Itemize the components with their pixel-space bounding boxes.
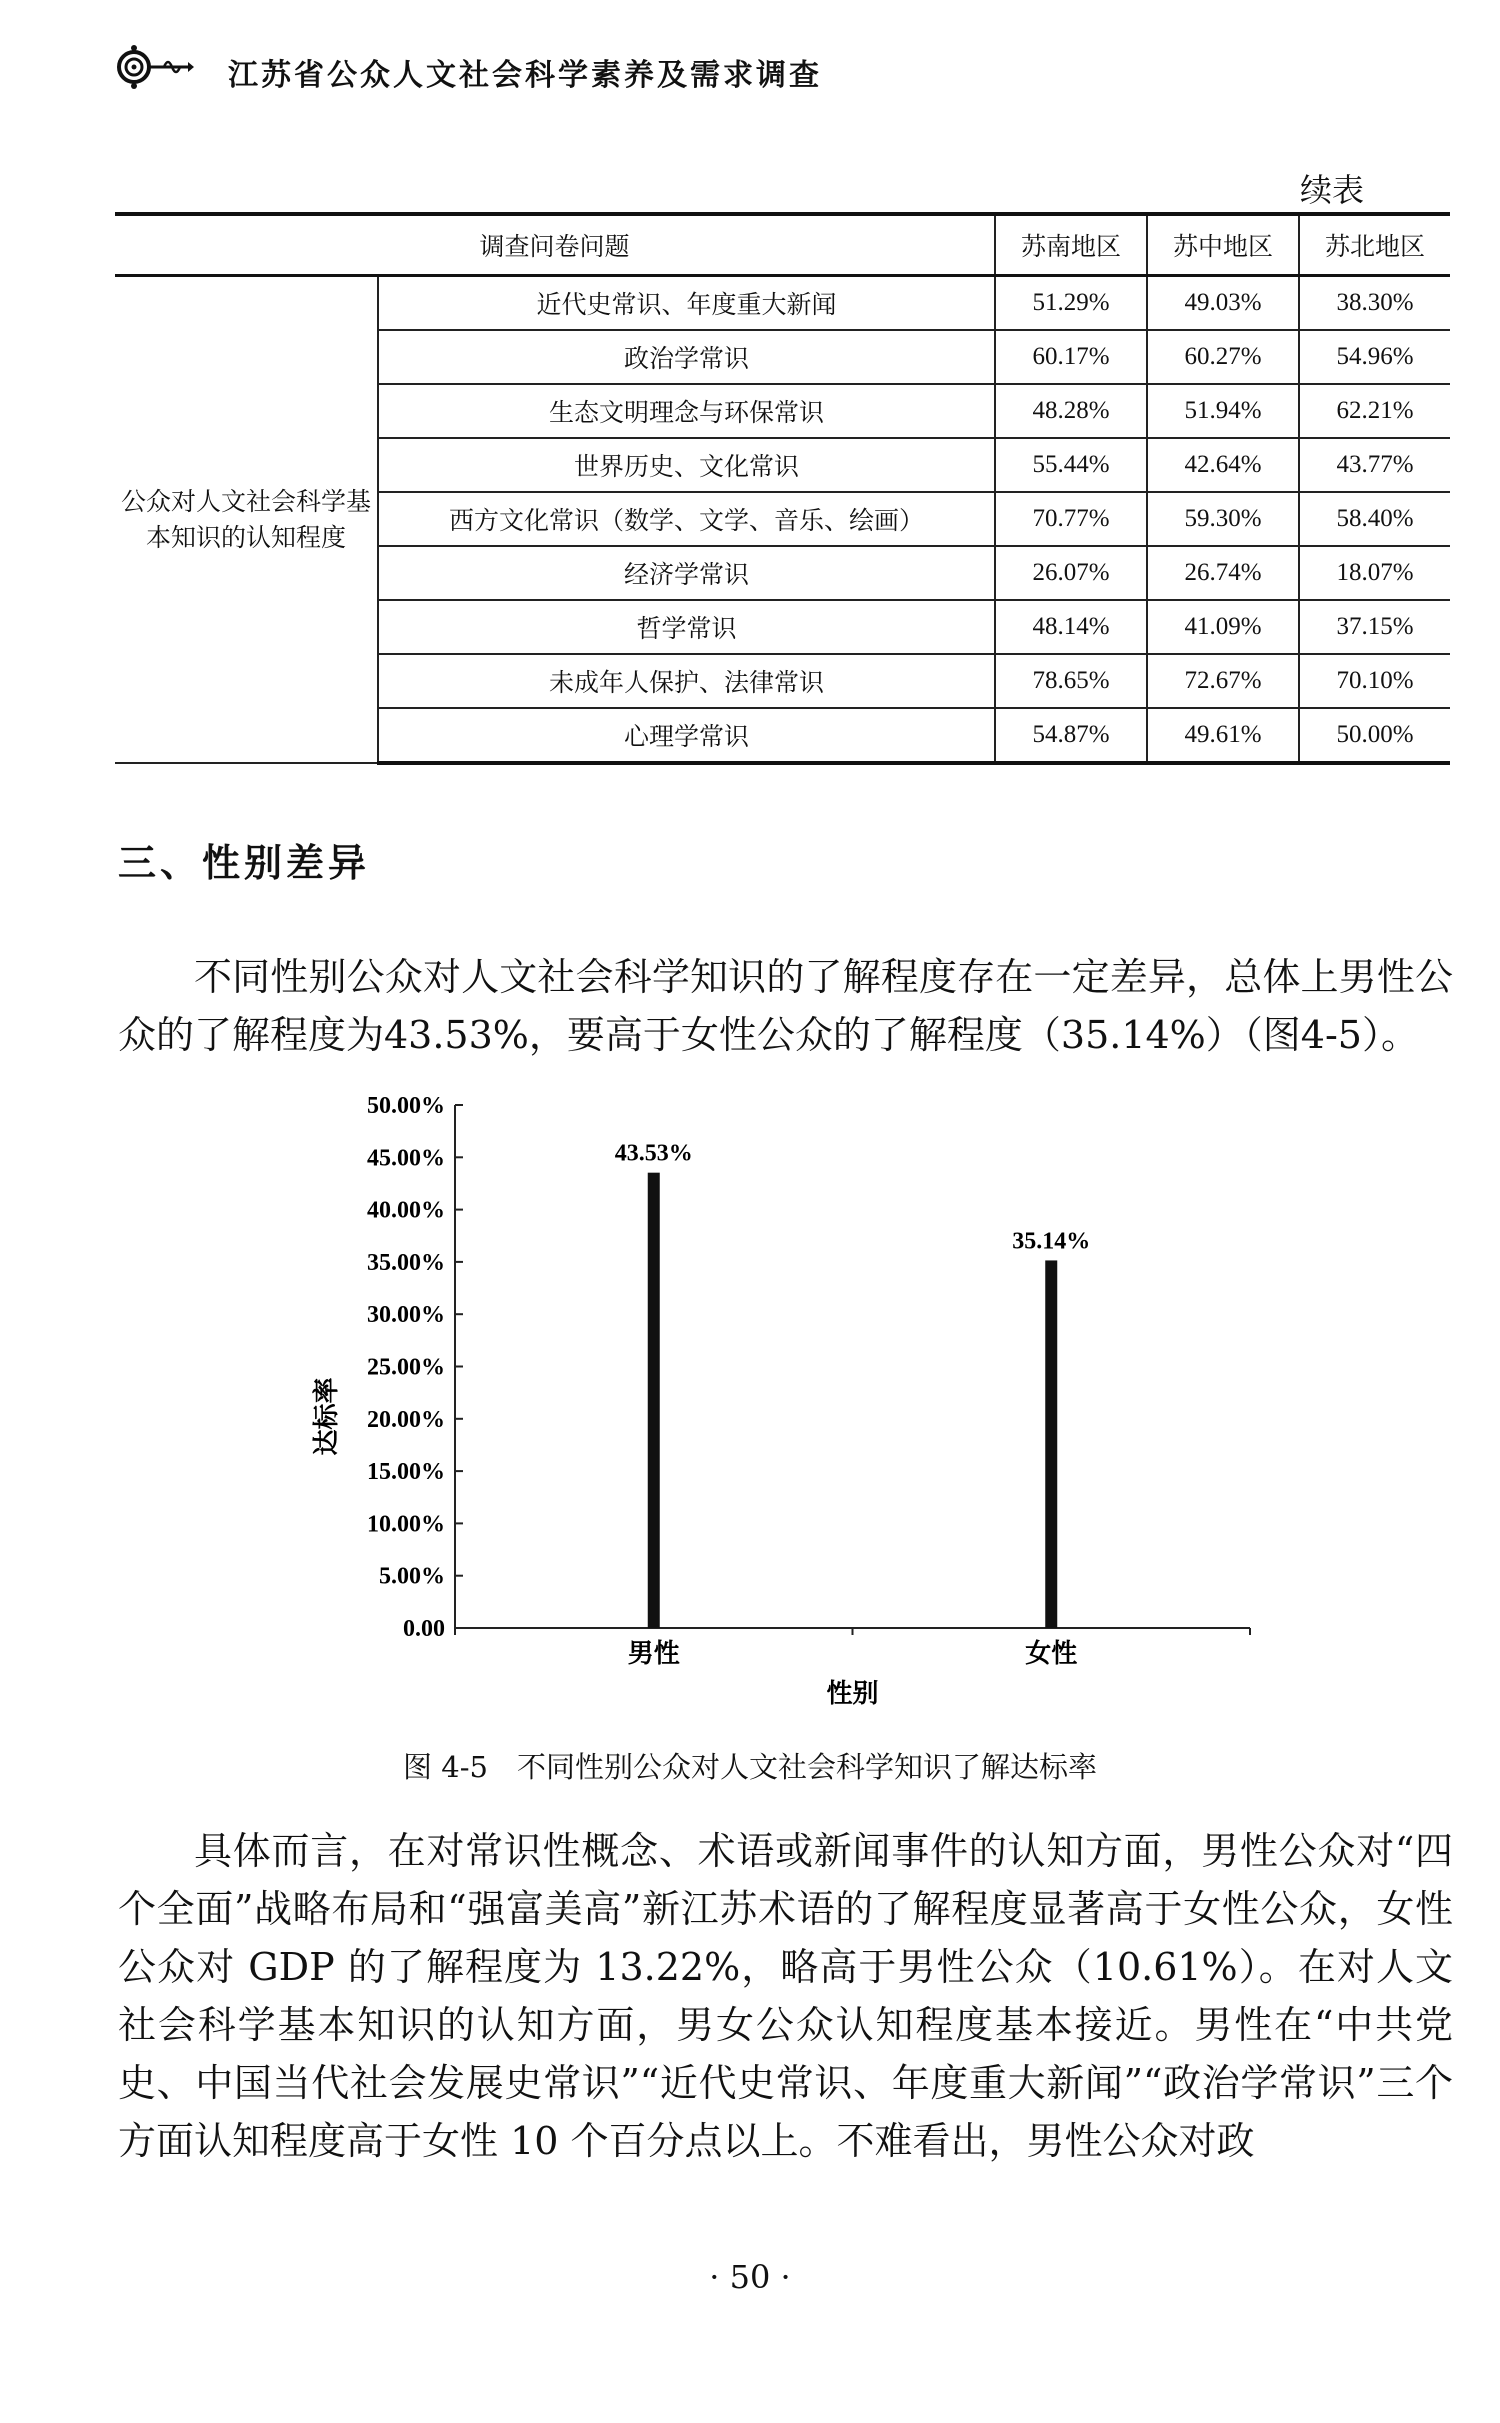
group-label: 公众对人文社会科学基本知识的认知程度	[115, 276, 378, 764]
row-value: 51.94%	[1147, 384, 1299, 438]
running-header-title: 江苏省公众人文社会科学素养及需求调查	[228, 58, 822, 93]
row-value: 37.15%	[1299, 600, 1450, 654]
y-tick-label: 20.00%	[367, 1406, 445, 1433]
header-suzhong: 苏中地区	[1147, 214, 1299, 276]
table-continued-label: 续表	[1300, 171, 1365, 209]
row-item: 政治学常识	[378, 330, 995, 384]
row-value: 50.00%	[1299, 708, 1450, 763]
y-axis-label: 达标率	[312, 1377, 342, 1456]
bar-0	[648, 1173, 660, 1628]
table-header-row	[115, 214, 1450, 276]
section-title: 三、性别差异	[118, 841, 371, 885]
header-logo	[112, 42, 202, 96]
x-category-label: 男性	[627, 1639, 680, 1669]
row-value: 58.40%	[1299, 492, 1450, 546]
row-item: 未成年人保护、法律常识	[378, 654, 995, 708]
page-number: · 50 ·	[709, 2258, 791, 2296]
row-value: 59.30%	[1147, 492, 1299, 546]
row-value: 42.64%	[1147, 438, 1299, 492]
row-value: 18.07%	[1299, 546, 1450, 600]
row-value: 38.30%	[1299, 276, 1450, 331]
y-tick-label: 10.00%	[367, 1511, 445, 1538]
y-tick-label: 40.00%	[367, 1197, 445, 1224]
paragraph-2: 具体而言，在对常识性概念、术语或新闻事件的认知方面，男性公众对“四个全面”战略布局和“强富美高”新江苏术语的了解程度显著高于女性公众，女性公众对 GDP 的了解程度为 13.22%，略高于男性公众（10.61%）。在对人文社会科学基本知识的认知方面，男女公众认知程度基本接近。男性在“中共党史、中国当代社会发展史常识”“近代史常识、年度重大新闻”“政治学常识”三个方面认知程度高于女性 10 个百分点以上。不难看出，男性公众对政	[118, 1829, 1453, 2163]
x-category-label: 女性	[1025, 1639, 1078, 1669]
y-tick-label: 15.00%	[367, 1459, 445, 1486]
spiral-ornament-icon	[112, 42, 202, 92]
row-value: 43.77%	[1299, 438, 1450, 492]
row-item: 哲学常识	[378, 600, 995, 654]
y-tick-label: 5.00%	[379, 1563, 445, 1590]
y-tick-label: 45.00%	[367, 1145, 445, 1172]
y-tick-label: 25.00%	[367, 1354, 445, 1381]
header-sunan: 苏南地区	[995, 214, 1147, 276]
row-value: 72.67%	[1147, 654, 1299, 708]
row-value: 26.07%	[995, 546, 1147, 600]
y-tick-label: 30.00%	[367, 1302, 445, 1329]
header-subei: 苏北地区	[1299, 214, 1450, 276]
row-value: 70.10%	[1299, 654, 1450, 708]
row-value: 55.44%	[995, 438, 1147, 492]
bar-1	[1045, 1260, 1057, 1628]
row-item: 世界历史、文化常识	[378, 438, 995, 492]
row-value: 51.29%	[995, 276, 1147, 331]
row-value: 60.17%	[995, 330, 1147, 384]
gender-bar-chart	[280, 1090, 1280, 1730]
x-axis-label: 性别	[826, 1679, 879, 1709]
header-question: 调查问卷问题	[115, 214, 995, 276]
figure-caption: 图 4-5 不同性别公众对人文社会科学知识了解达标率	[403, 1750, 1097, 1784]
table-row	[115, 276, 1450, 331]
y-tick-label: 35.00%	[367, 1249, 445, 1276]
paragraph-1: 不同性别公众对人文社会科学知识的了解程度存在一定差异，总体上男性公众的了解程度为43.53%，要高于女性公众的了解程度（35.14%）（图4-5）。	[118, 955, 1453, 1057]
row-item: 近代史常识、年度重大新闻	[378, 276, 995, 331]
row-value: 60.27%	[1147, 330, 1299, 384]
row-item: 经济学常识	[378, 546, 995, 600]
y-tick-label: 50.00%	[367, 1093, 445, 1119]
row-item: 生态文明理念与环保常识	[378, 384, 995, 438]
row-value: 49.61%	[1147, 708, 1299, 763]
row-value: 54.96%	[1299, 330, 1450, 384]
row-value: 78.65%	[995, 654, 1147, 708]
row-value: 26.74%	[1147, 546, 1299, 600]
row-value: 70.77%	[995, 492, 1147, 546]
row-item: 西方文化常识（数学、文学、音乐、绘画）	[378, 492, 995, 546]
row-item: 心理学常识	[378, 708, 995, 763]
y-tick-label: 0.00	[403, 1616, 445, 1642]
row-value: 49.03%	[1147, 276, 1299, 331]
row-value: 48.14%	[995, 600, 1147, 654]
row-value: 54.87%	[995, 708, 1147, 763]
data-label: 43.53%	[614, 1140, 693, 1167]
knowledge-region-table	[115, 212, 1450, 765]
row-value: 41.09%	[1147, 600, 1299, 654]
row-value: 48.28%	[995, 384, 1147, 438]
row-value: 62.21%	[1299, 384, 1450, 438]
data-label: 35.14%	[1012, 1228, 1091, 1255]
